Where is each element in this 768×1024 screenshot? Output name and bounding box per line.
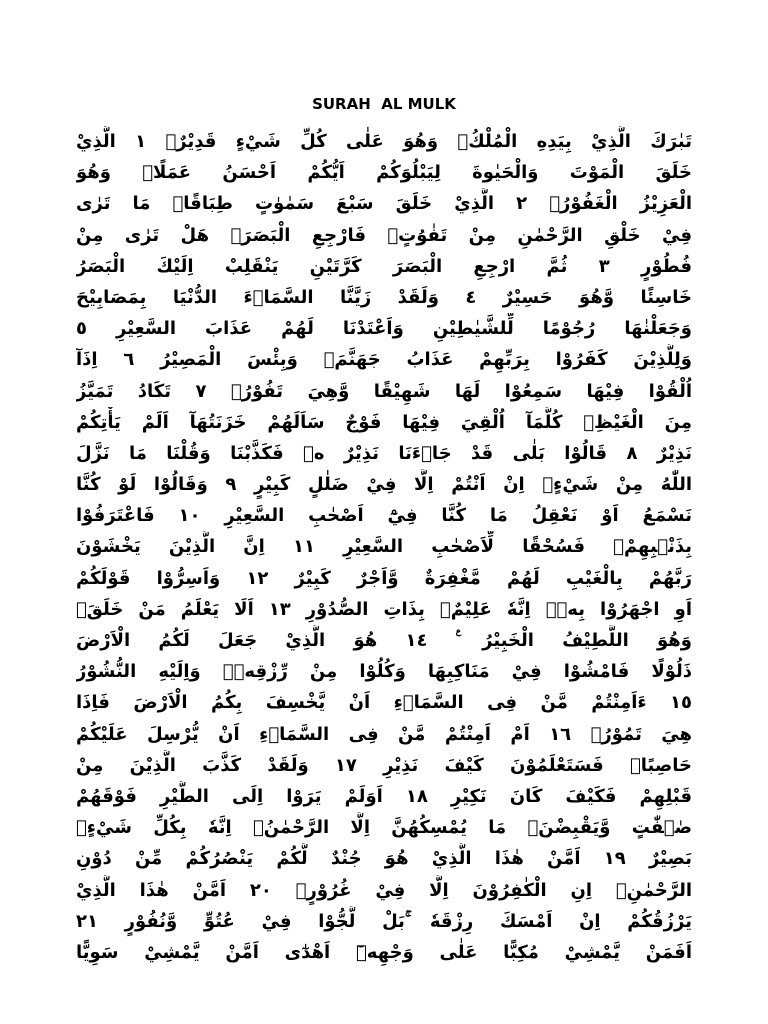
text-line: حَاصِبًاۗ فَسَتَعْلَمُوْنَ كَيْفَ نَذِيْرِ ١٧ وَلَقَدْ كَذَّبَ الَّذِيْنَ مِنْ xyxy=(76,754,692,776)
text-line: مِنَ الْغَيْظِۗ كُلَّمَآ اُلْقِيَ فِيْهَا فَوْجٌ سَاَلَهُمْ خَزَنَتُهَآ اَلَمْ يَأْتِكُمْ xyxy=(76,411,692,433)
text-line: تَبٰرَكَ الَّذِيْ بِيَدِهِ الْمُلْكُۖ وَهُوَ عَلٰى كُلِّ شَيْءٍ قَدِيْرٌۙ ١ الَّذِيْ xyxy=(76,131,692,152)
text-line: رَبَّهُمْ بِالْغَيْبِ لَهُمْ مَّغْفِرَةٌ وَّاَجْرٌ كَبِيْرٌ ١٢ وَاَسِرُّوْا قَوْلَكُمْ xyxy=(76,567,692,589)
text-line: هِيَ تَمُوْرُۙ ١٦ اَمْ اَمِنْتُمْ مَّنْ فِى السَّمَاۤءِ اَنْ يُّرْسِلَ عَلَيْكُمْ xyxy=(76,723,692,745)
text-line: ذَلُوْلًا فَامْشُوْا فِيْ مَنَاكِبِهَا وَكُلُوْا مِنْ رِّزْقِهٖۗ وَاِلَيْهِ النُّشُوْرُ xyxy=(76,661,692,683)
text-line: وَلِلَّذِيْنَ كَفَرُوْا بِرَبِّهِمْ عَذَابُ جَهَنَّمَۗ وَبِئْسَ الْمَصِيْرُ ٦ اِذَآ xyxy=(76,349,692,371)
arabic-text-block xyxy=(76,126,692,968)
text-line: صٰۤفّٰتٍ وَّيَقْبِضْنَۘ مَا يُمْسِكُهُنَّ اِلَّا الرَّحْمٰنُۗ اِنَّهٗ بِكُلِّ شَيْءٍۢ xyxy=(76,817,692,839)
text-line: فُطُوْرٍ ٣ ثُمَّ ارْجِعِ الْبَصَرَ كَرَّتَيْنِ يَنْقَلِبْ اِلَيْكَ الْبَصَرُ xyxy=(76,255,692,277)
text-line: فِيْ خَلْقِ الرَّحْمٰنِ مِنْ تَفٰوُتٍۗ فَارْجِعِ الْبَصَرَۙ هَلْ تَرٰى مِنْ xyxy=(76,224,692,246)
text-line: اللّٰهُ مِنْ شَيْءٍۖ اِنْ اَنْتُمْ اِلَّا فِيْ ضَلٰلٍ كَبِيْرٍ ٩ وَقَالُوْا لَوْ كُنَّا xyxy=(76,474,692,496)
text-line: الرَّحْمٰنِۗ اِنِ الْكٰفِرُوْنَ اِلَّا فِيْ غُرُوْرٍۚ ٢٠ اَمَّنْ هٰذَا الَّذِيْ xyxy=(76,879,692,901)
surah-title: SURAH AL MULK xyxy=(312,95,456,113)
text-line: خَلَقَ الْمَوْتَ وَالْحَيٰوةَ لِيَبْلُوَكُمْ اَيُّكُمْ اَحْسَنُ عَمَلًاۗ وَهُوَ xyxy=(76,162,692,184)
text-line: نَسْمَعُ اَوْ نَعْقِلُ مَا كُنَّا فِيْٓ اَصْحٰبِ السَّعِيْرِ ١٠ فَاعْتَرَفُوْا xyxy=(76,505,692,527)
text-line: وَهُوَ اللَّطِيْفُ الْخَبِيْرُ ࣖ ١٤ هُوَ الَّذِيْ جَعَلَ لَكُمُ الْاَرْضَ xyxy=(76,630,692,651)
text-line: نَذِيْرٌ ٨ قَالُوْا بَلٰى قَدْ جَاۤءَنَا نَذِيْرٌ ەۙ فَكَذَّبْنَا وَقُلْنَا مَا نَزَّلَ xyxy=(76,442,692,464)
text-line: اَفَمَنْ يَّمْشِيْ مُكِبًّا عَلٰى وَجْهِهٖٓ اَهْدٰٓى اَمَّنْ يَّمْشِيْ سَوِيًّا xyxy=(76,941,692,963)
text-line: وَجَعَلْنٰهَا رُجُوْمًا لِّلشَّيٰطِيْنِ وَاَعْتَدْنَا لَهُمْ عَذَابَ السَّعِيْرِ ٥ xyxy=(76,318,692,340)
text-line: بِذَنْۢبِهِمْۚ فَسُحْقًا لِّاَصْحٰبِ السَّعِيْرِ ١١ اِنَّ الَّذِيْنَ يَخْشَوْنَ xyxy=(76,536,692,558)
text-line: بَصِيْرٌ ١٩ اَمَّنْ هٰذَا الَّذِيْ هُوَ جُنْدٌ لَّكُمْ يَنْصُرُكُمْ مِّنْ دُوْنِ xyxy=(76,848,692,870)
text-line: خَاسِئًا وَّهُوَ حَسِيْرٌ ٤ وَلَقَدْ زَيَّنَّا السَّمَاۤءَ الدُّنْيَا بِمَصَابِيْحَ xyxy=(76,286,692,308)
text-line: قَبْلِهِمْ فَكَيْفَ كَانَ نَكِيْرِ ١٨ اَوَلَمْ يَرَوْا اِلَى الطَّيْرِ فَوْقَهُمْ xyxy=(76,785,692,807)
text-line: يَرْزُقُكُمْ اِنْ اَمْسَكَ رِزْقَهٗ ۚبَلْ لَّجُّوْا فِيْ عُتُوٍّ وَّنُفُوْرٍ ٢١ xyxy=(76,910,692,932)
text-line: الْعَزِيْزُ الْغَفُوْرُۙ ٢ الَّذِيْ خَلَقَ سَبْعَ سَمٰوٰتٍ طِبَاقًاۗ مَا تَرٰى xyxy=(76,193,692,215)
text-line: اَوِ اجْهَرُوْا بِهٖۗ اِنَّهٗ عَلِيْمٌۢ بِذَاتِ الصُّدُوْرِ ١٣ اَلَا يَعْلَمُ مَنْ خَلَقَۗ xyxy=(76,598,692,620)
text-line: ١٥ ءَاَمِنْتُمْ مَّنْ فِى السَّمَاۤءِ اَنْ يَّخْسِفَ بِكُمُ الْاَرْضَ فَاِذَا xyxy=(76,692,692,714)
text-line: اُلْقُوْا فِيْهَا سَمِعُوْا لَهَا شَهِيْقًا وَّهِيَ تَفُوْرُۙ ٧ تَكَادُ تَمَيَّزُ xyxy=(76,380,692,402)
